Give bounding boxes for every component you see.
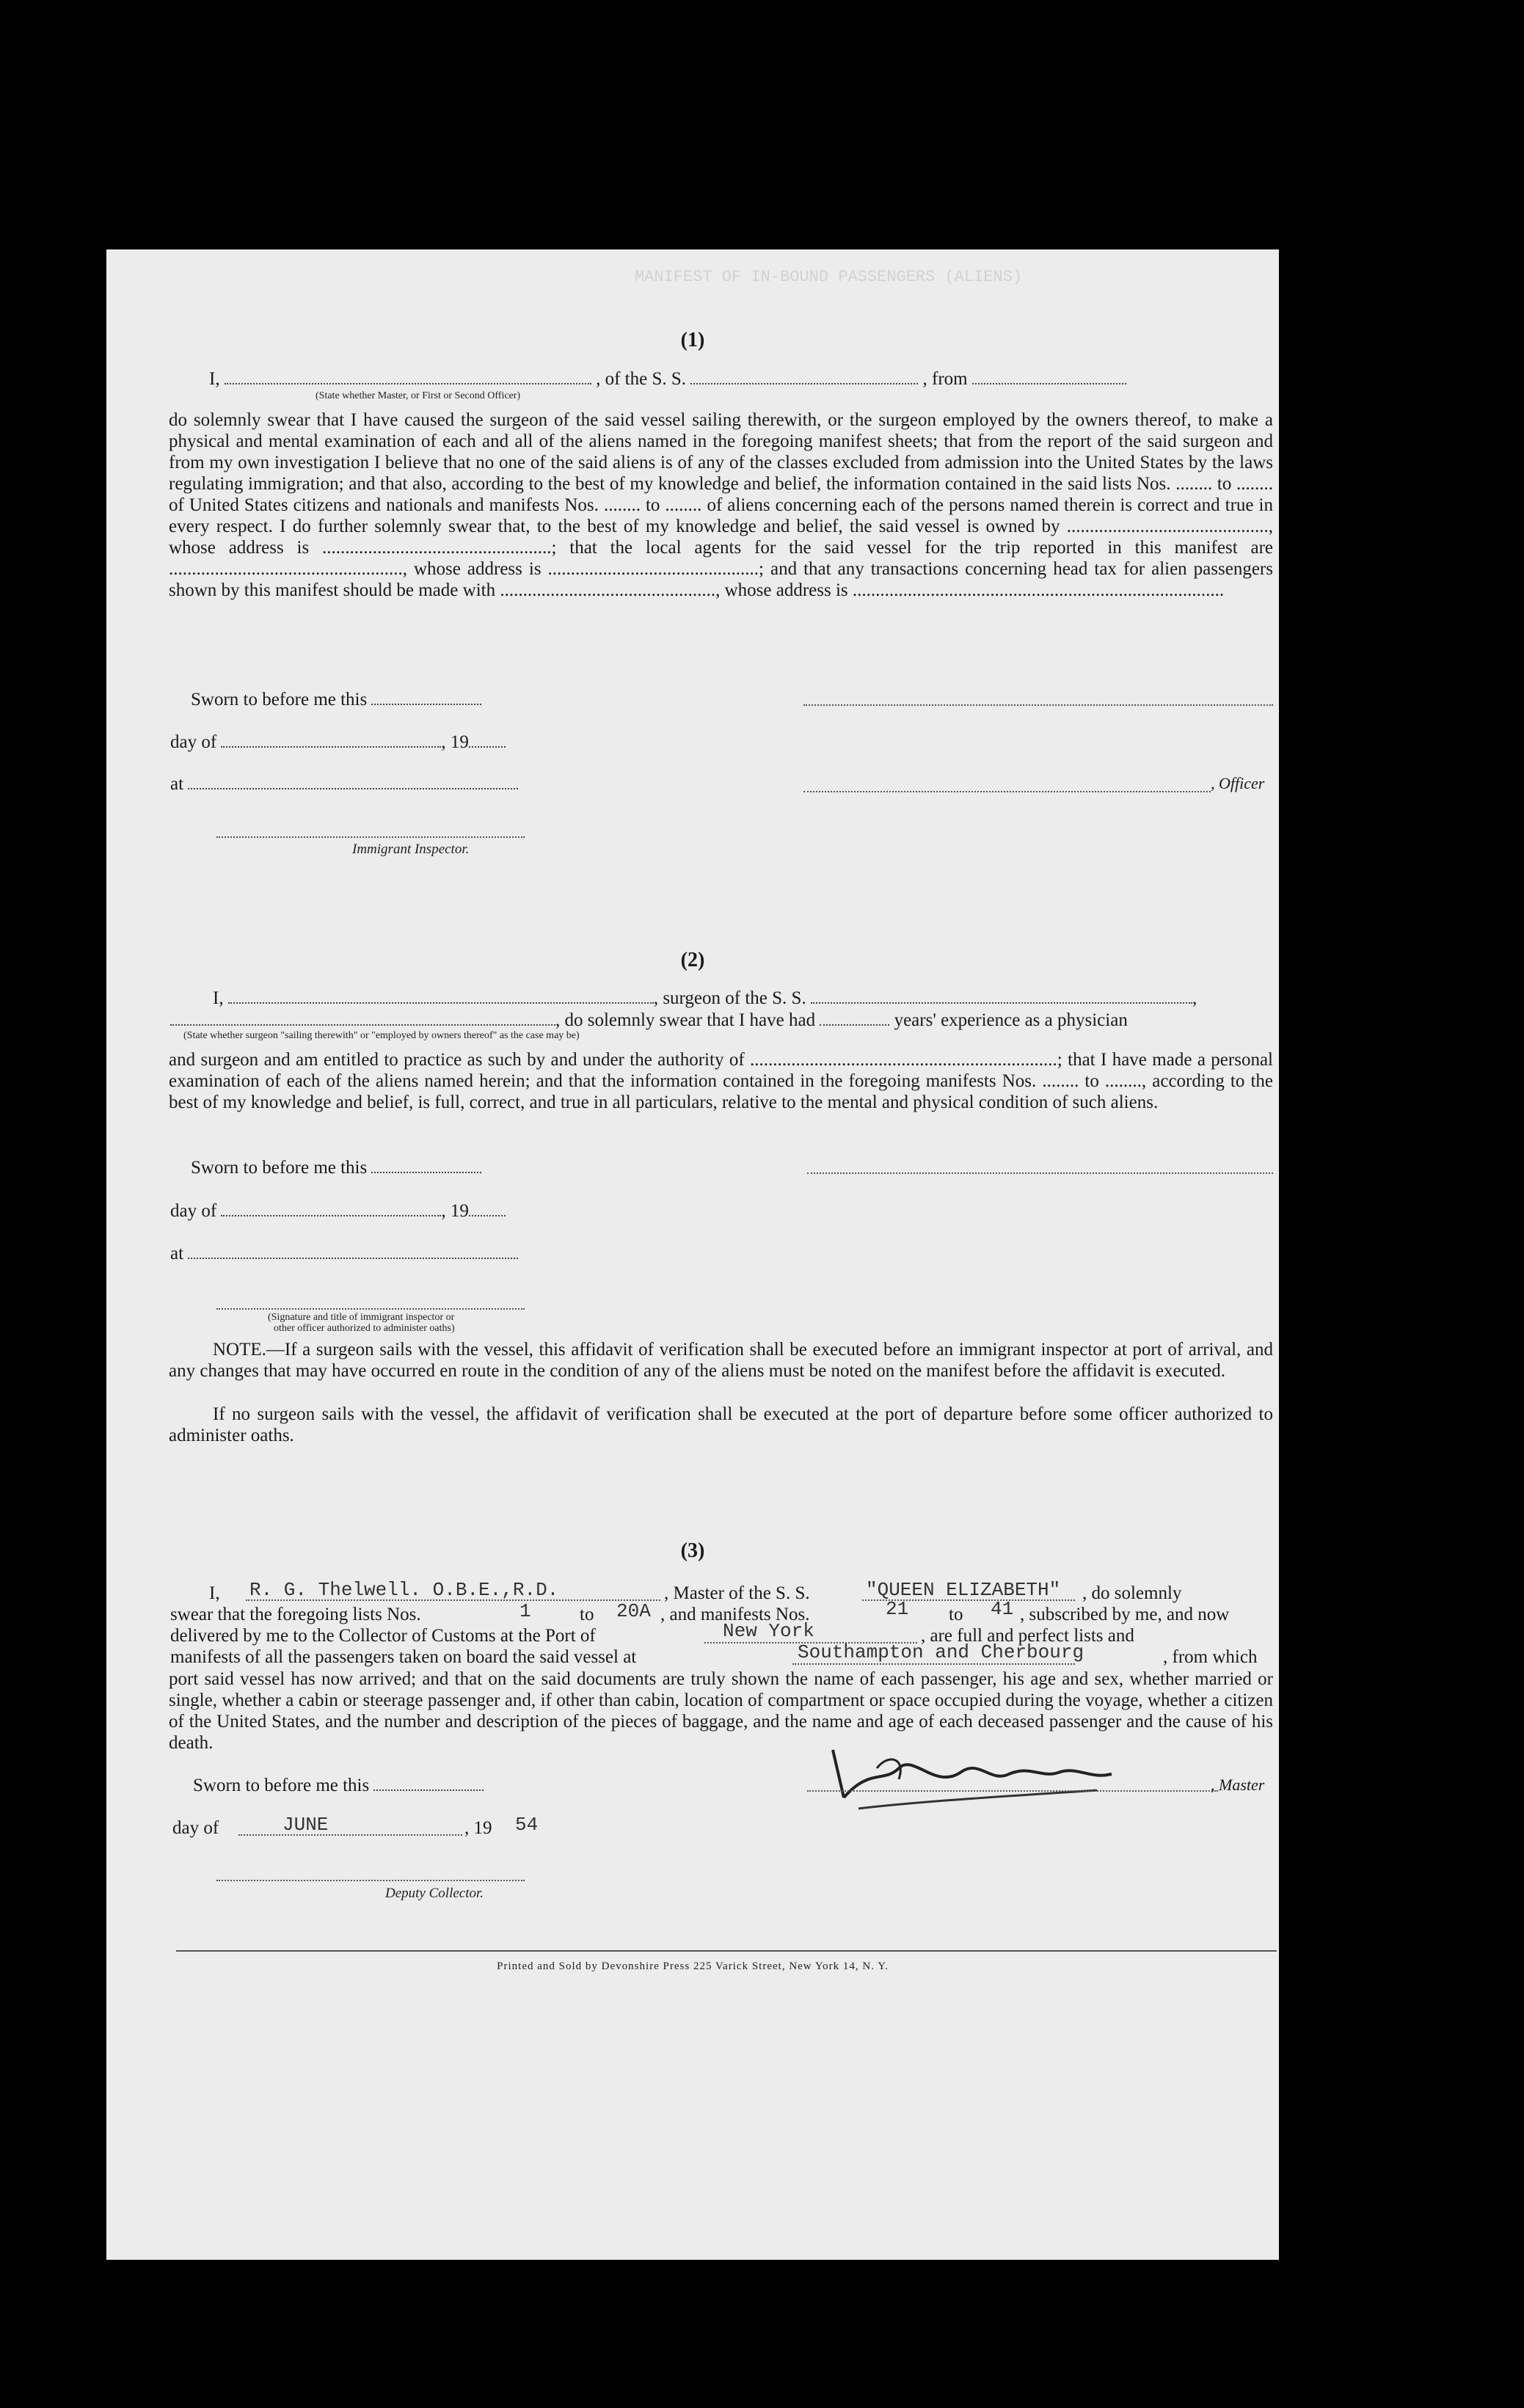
master-name-line <box>246 1599 660 1601</box>
section-2-heading: (2) <box>680 949 705 971</box>
section-3-body: port said vessel has now arrived; and that on the said documents are truly shown the name of each passenger, his age and sex, whether married or single, whether a cabin or steerage passenger and, if other than cabin, location of compartment or space occupied during the voyage, whether a citizen of the United States, and the number and description of the pieces of baggage, and the name and age of each deceased passenger and the cause of his death. <box>169 1669 1273 1753</box>
manifests-to: 41 <box>991 1598 1014 1620</box>
section-2-line-2: , do solemnly swear that I have had years' experience as a physician <box>170 1010 1128 1031</box>
punch-hole <box>1321 1607 1359 1645</box>
year-suffix: 54 <box>515 1814 539 1836</box>
punch-hole <box>1321 1966 1359 2004</box>
ship-name: "QUEEN ELIZABETH" <box>866 1579 1061 1601</box>
signature-line <box>803 704 1273 706</box>
section-3-line-4: manifests of all the passengers taken on board the said vessel at <box>170 1647 637 1667</box>
section-3-heading: (3) <box>680 1539 705 1562</box>
master-signature <box>789 1739 1244 1820</box>
officer-label: , Officer <box>1211 774 1265 792</box>
section-1-line-1: I, , of the S. S. , from <box>209 369 1126 390</box>
year-prefix: , 19 <box>464 1818 492 1838</box>
manifests-text: , and manifests Nos. <box>660 1605 810 1624</box>
printer-footer: Printed and Sold by Devonshire Press 225 Varick Street, New York 14, N. Y. <box>497 1960 889 1972</box>
punch-hole <box>1321 858 1359 897</box>
officer-line <box>803 791 1211 792</box>
subscribed-text: , subscribed by me, and now <box>1020 1605 1230 1624</box>
signature-line <box>807 1172 1273 1174</box>
lists-from: 1 <box>519 1600 531 1622</box>
punch-hole <box>1321 1178 1359 1216</box>
punch-hole <box>1321 282 1359 321</box>
manifests-from: 21 <box>886 1598 909 1620</box>
perfect-lists-text: , are full and perfect lists and <box>921 1626 1134 1646</box>
note-paragraph: NOTE.—If a surgeon sails with the vessel, this affidavit of verification shall be executed before an immigrant inspector at port of arrival, and any changes that may have occurred en route in the condition of any of the aliens must be noted on the manifest before the affidavit is executed. <box>169 1340 1273 1381</box>
master-name: R. G. Thelwell. O.B.E.,R.D. <box>249 1579 559 1601</box>
collector-caption: Deputy Collector. <box>385 1886 484 1901</box>
inspector-line <box>216 836 525 838</box>
day-of-line: day of , 19 <box>170 732 506 753</box>
from-which-text: , from which <box>1163 1647 1258 1667</box>
at-line: at <box>170 1244 518 1264</box>
ports-of-departure: Southampton and Cherbourg <box>798 1641 1084 1663</box>
inspector-caption: Immigrant Inspector. <box>352 842 470 857</box>
section-3-line-3: delivered by me to the Collector of Customs at the Port of <box>170 1626 596 1646</box>
sworn-line: Sworn to before me this <box>191 1158 481 1178</box>
punch-hole <box>1339 422 1377 460</box>
section-1-body: do solemnly swear that I have caused the surgeon of the said vessel sailing therewith, or the surgeon employed by the owners thereof, to make a physical and mental examination of each and all of the aliens named in the foregoing manifest sheets; that from the report of the said surgeon and from my own investigation I believe that no one of the said aliens is of any of the classes excluded from admission into the United States by the laws regulating immigration; and that also, according to the best of my knowledge and belief, the information contained in the said lists Nos. ........ to ........ of United States citizens and nationals and manifests Nos. ........ to ........ of aliens concerning each of the persons named therein is correct and true in every respect. I do further solemnly swear that, to the best of my knowledge and belief, the said vessel is owned by ............................................, whose address is ..................................................; that the local agents for the said vessel for the trip reported in this manifest are ..................................................., whose address is ..............................................; and that any transactions concerning head tax for alien passengers shown by this manifest should be made with ..............................................., whose address is ................................................................................. <box>169 410 1273 600</box>
inspector-line <box>216 1308 525 1310</box>
to-text: to <box>949 1605 963 1624</box>
at-line: at <box>170 774 518 795</box>
note-paragraph-2: If no surgeon sails with the vessel, the affidavit of verification shall be executed at the port of departure before some officer authorized to administer oaths. <box>169 1404 1273 1445</box>
lists-to: 20A <box>616 1600 651 1622</box>
port: New York <box>723 1620 814 1642</box>
master-label: , Master <box>1211 1776 1265 1794</box>
month: JUNE <box>282 1814 329 1836</box>
sworn-line: Sworn to before me this <box>193 1776 484 1796</box>
to-text: to <box>580 1605 594 1624</box>
punch-hole <box>1321 1500 1359 1539</box>
solemnly-text: , do solemnly <box>1082 1583 1182 1603</box>
sworn-line: Sworn to before me this <box>191 690 481 710</box>
day-of-line: day of , 19 <box>170 1201 506 1222</box>
punch-hole <box>1321 2073 1359 2111</box>
section-1-heading: (1) <box>680 329 705 351</box>
master-signature-line <box>807 1790 1218 1792</box>
section-2-line-1: I, , surgeon of the S. S. , <box>213 988 1197 1008</box>
manifest-page <box>106 249 1279 2260</box>
collector-line <box>216 1880 525 1881</box>
footer-rule <box>176 1950 1277 1952</box>
master-caption: (State whether Master, or First or Second Officer) <box>316 390 521 401</box>
bleed-through-text: MANIFEST OF IN-BOUND PASSENGERS (ALIENS) <box>635 268 1023 286</box>
month-line <box>238 1834 462 1836</box>
signature-caption: (Signature and title of immigrant inspector or <box>268 1312 455 1323</box>
section-3-line-1: I, <box>209 1583 220 1603</box>
section-3-line-2: swear that the foregoing lists Nos. <box>170 1605 421 1624</box>
section-2-body: and surgeon and am entitled to practice as such by and under the authority of ...................................................................; that I have made a personal examination of each of the aliens named herein; and that the information contained in the foregoing manifests Nos. ........ to ........, according to the best of my knowledge and belief, is full, correct, and true in all particulars, relative to the mental and physical condition of such aliens. <box>169 1050 1273 1112</box>
punch-hole <box>1321 745 1359 783</box>
departure-line <box>792 1663 1075 1665</box>
day-of-line: day of <box>172 1818 219 1838</box>
signature-caption: other officer authorized to administer oaths) <box>274 1323 455 1334</box>
master-of-ss: , Master of the S. S. <box>664 1583 810 1603</box>
surgeon-caption: (State whether surgeon "sailing therewith" or "employed by owners thereof" as the case may be) <box>183 1030 580 1041</box>
